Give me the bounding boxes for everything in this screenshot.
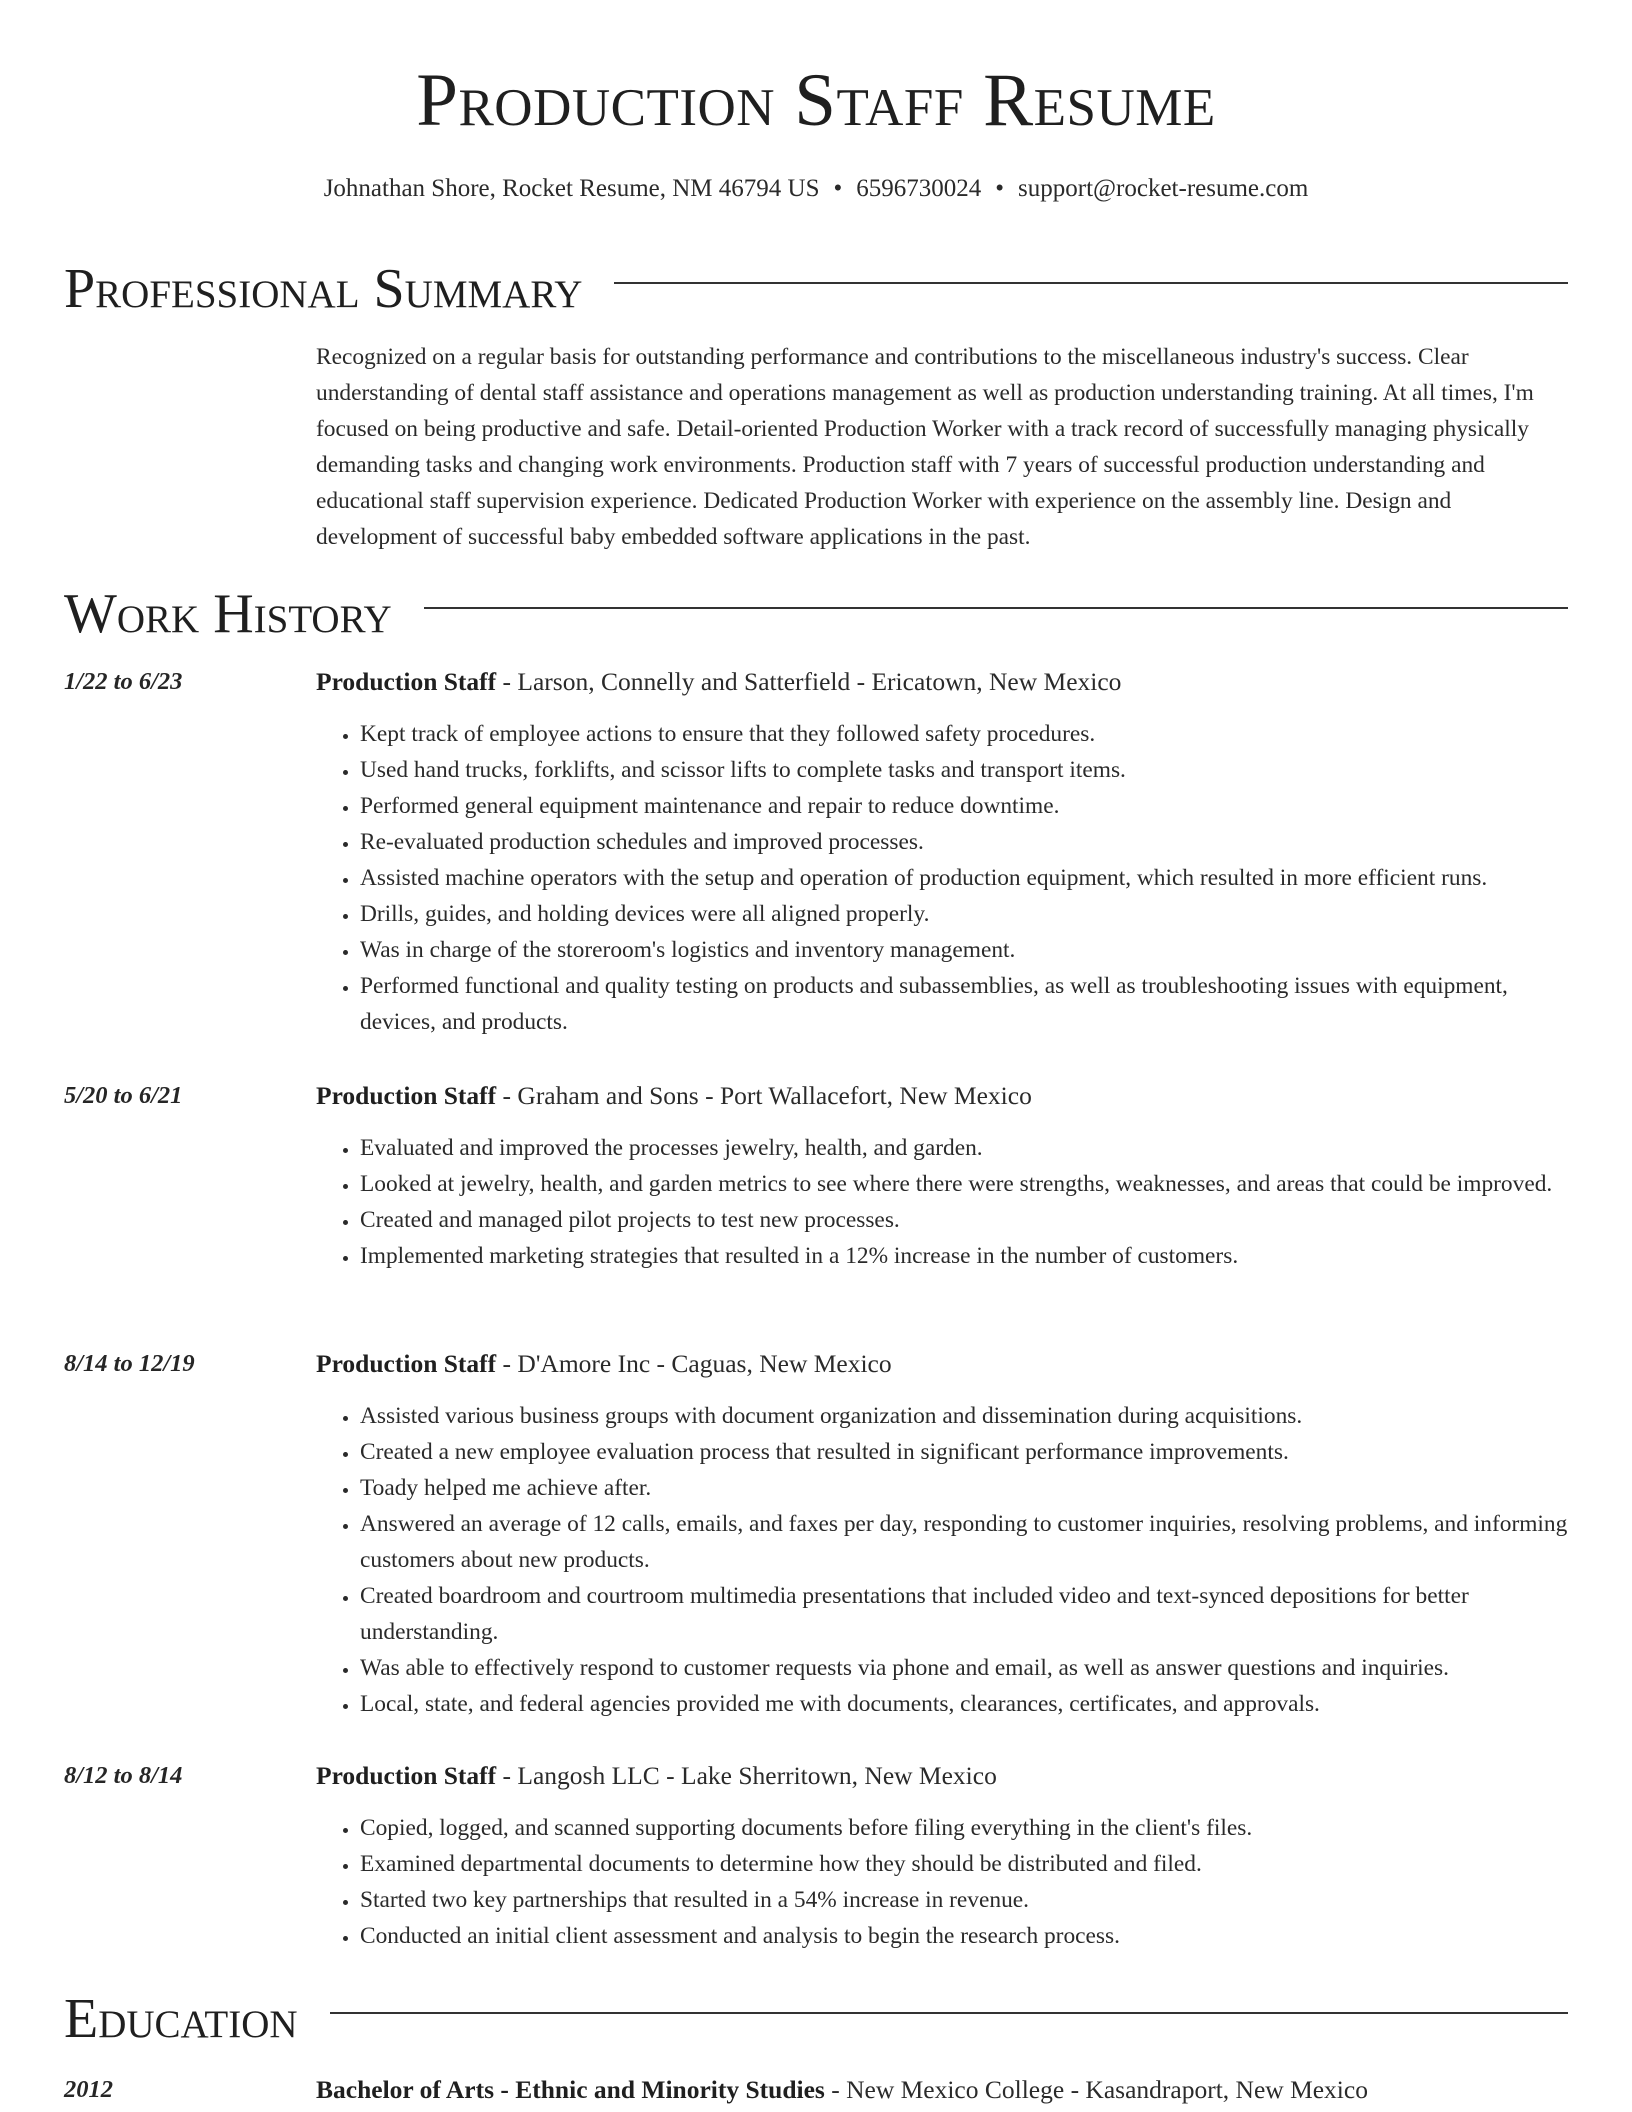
list-item: • Assisted machine operators with the setup and operation of production equipment, which resulted in more efficient runs.: [360, 860, 1572, 896]
job-header: [316, 1758, 1572, 1794]
job-bullets: [316, 716, 1572, 1040]
job-details: - Larson, Connelly and Satterfield - Ericatown, New Mexico: [496, 667, 1122, 696]
section-divider: [614, 282, 1568, 284]
summary-text: Recognized on a regular basis for outstanding performance and contributions to the miscellaneous industry's success. Clear understanding of dental staff assistance and operations management as well as production understanding training. At all times, I'm focused on being productive and safe. Detail-oriented Production Worker with a track record of successfully managing physically demanding tasks and changing work environments. Production staff with 7 years of successful production understanding and educational staff supervision experience. Dedicated Production Worker with experience on the assembly line. Design and development of successful baby embedded software applications in the past.: [316, 344, 1534, 550]
list-item: • Created and managed pilot projects to test new processes.: [360, 1202, 1572, 1238]
list-item: • Started two key partnerships that resulted in a 54% increase in revenue.: [360, 1882, 1572, 1918]
list-item: • Toady helped me achieve after.: [360, 1470, 1572, 1506]
list-item: • Created boardroom and courtroom multimedia presentations that included video and text-synced depositions for better understanding.: [360, 1578, 1572, 1650]
job-details: - Langosh LLC - Lake Sherritown, New Mexico: [496, 1761, 997, 1790]
education-header: [316, 2072, 1368, 2108]
list-item: • Re-evaluated production schedules and improved processes.: [360, 824, 1572, 860]
list-item: • Performed general equipment maintenance and repair to reduce downtime.: [360, 788, 1572, 824]
contact-address: Johnathan Shore, Rocket Resume, NM 46794 US: [323, 175, 820, 202]
list-item: • Implemented marketing strategies that resulted in a 12% increase in the number of customers.: [360, 1238, 1572, 1274]
education-degree: Bachelor of Arts - Ethnic and Minority Studies: [316, 2075, 825, 2104]
work-section-header: [64, 579, 1568, 649]
education-year: 2012: [64, 2076, 113, 2103]
summary-heading: Professional Summary: [64, 258, 583, 320]
work-heading: Work History: [64, 583, 392, 645]
job-dates: 1/22 to 6/23: [64, 668, 183, 695]
job-header: [316, 1078, 1572, 1114]
job-dates: 8/14 to 12/19: [64, 1350, 195, 1377]
list-item: • Was in charge of the storeroom's logistics and inventory management.: [360, 932, 1572, 968]
education-section-header: [64, 1984, 1568, 2054]
list-item: • Looked at jewelry, health, and garden metrics to see where there were strengths, weaknesses, and areas that could be improved.: [360, 1166, 1572, 1202]
job-details: - Graham and Sons - Port Wallacefort, New Mexico: [496, 1081, 1032, 1110]
job-title: Production Staff: [316, 1081, 497, 1110]
summary-section-header: [64, 254, 1568, 324]
list-item: • Created a new employee evaluation process that resulted in significant performance improvements.: [360, 1434, 1572, 1470]
list-item: • Drills, guides, and holding devices were all aligned properly.: [360, 896, 1572, 932]
job-details: - D'Amore Inc - Caguas, New Mexico: [496, 1349, 892, 1378]
list-item: • Answered an average of 12 calls, emails, and faxes per day, responding to customer inquiries, resolving problems, and informing customers about new products.: [360, 1506, 1572, 1578]
job-dates: 5/20 to 6/21: [64, 1082, 183, 1109]
list-item: • Local, state, and federal agencies provided me with documents, clearances, certificates, and approvals.: [360, 1686, 1572, 1722]
job-title: Production Staff: [316, 1761, 497, 1790]
contact-line: [0, 172, 1632, 206]
job-bullets: [316, 1130, 1572, 1274]
education-heading: Education: [64, 1988, 298, 2050]
page-title: Production Staff Resume: [416, 59, 1216, 142]
contact-separator: •: [833, 175, 843, 202]
job-bullets: [316, 1810, 1572, 1954]
list-item: • Conducted an initial client assessment and analysis to begin the research process.: [360, 1918, 1572, 1954]
job-header: [316, 664, 1572, 700]
list-item: • Performed functional and quality testing on products and subassemblies, as well as troubleshooting issues with equipment, devices, and products.: [360, 968, 1572, 1040]
list-item: • Used hand trucks, forklifts, and scissor lifts to complete tasks and transport items.: [360, 752, 1572, 788]
list-item: • Copied, logged, and scanned supporting documents before filing everything in the client's files.: [360, 1810, 1572, 1846]
list-item: • Assisted various business groups with document organization and dissemination during acquisitions.: [360, 1398, 1572, 1434]
contact-separator: •: [995, 175, 1005, 202]
job-title: Production Staff: [316, 1349, 497, 1378]
contact-email: support@rocket-resume.com: [1018, 175, 1309, 202]
section-divider: [330, 2012, 1568, 2014]
job-header: [316, 1346, 1572, 1382]
job-dates: 8/12 to 8/14: [64, 1762, 183, 1789]
section-divider: [424, 607, 1568, 609]
list-item: • Was able to effectively respond to customer requests via phone and email, as well as answer questions and inquiries.: [360, 1650, 1572, 1686]
job-bullets: [316, 1398, 1572, 1722]
education-details: - New Mexico College - Kasandraport, New Mexico: [824, 2075, 1368, 2104]
job-title: Production Staff: [316, 667, 497, 696]
contact-phone: 6596730024: [856, 175, 982, 202]
list-item: • Kept track of employee actions to ensure that they followed safety procedures.: [360, 716, 1572, 752]
list-item: • Evaluated and improved the processes jewelry, health, and garden.: [360, 1130, 1572, 1166]
list-item: • Examined departmental documents to determine how they should be distributed and filed.: [360, 1846, 1572, 1882]
